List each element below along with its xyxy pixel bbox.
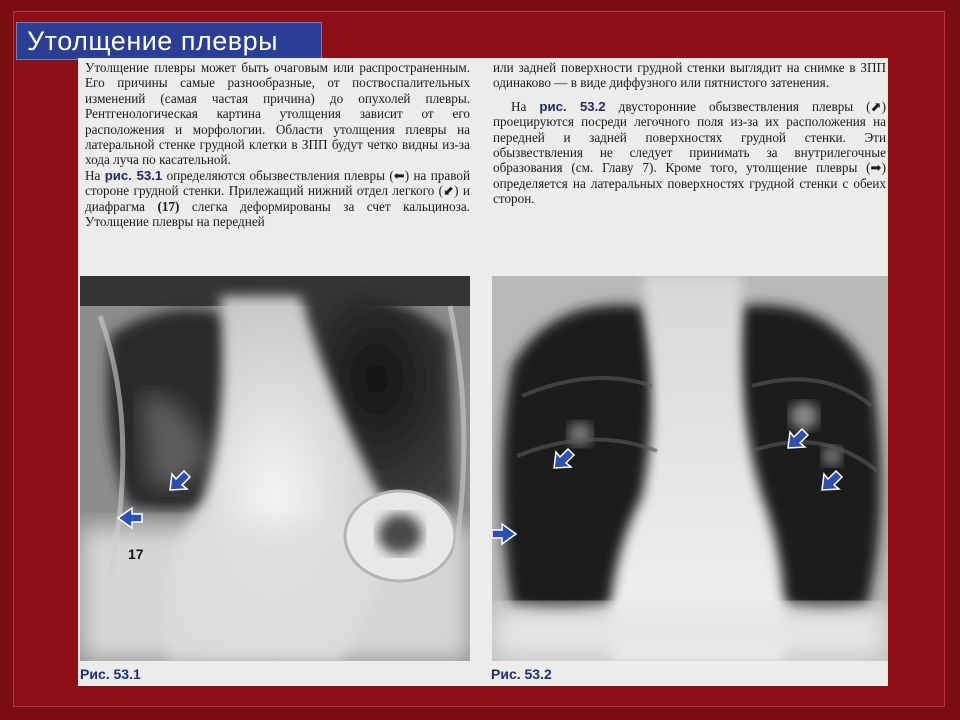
right-p2-start: На — [511, 98, 527, 114]
left-p2-middle: определяются обызвествления плевры (⬅) на правой стороне грудной стенки. Прилежащий нижний отдел легкого (⬋) и диафрагма — [85, 167, 471, 214]
left-paragraph-1: Утолщение плевры может быть очаговым или распространенным. Его причины самые разнообразные, от поствоспалительных изменений (самая частая причина) до опухолей плевры. Рентгенологическая картина утолщения зависит от его расположения и морфологии. Области утолщения плевры на латеральной стенке грудной клетки в ЗПП будут четко видны из-за хода луча по касательной. — [85, 60, 470, 168]
marker-ref-17: (17) — [157, 198, 180, 214]
left-paragraph-2 — [85, 168, 470, 230]
xray-image-53-1 — [80, 276, 470, 661]
left-p2-start: На — [85, 167, 101, 183]
slide-title: Утолщение плевры — [27, 26, 278, 56]
xray-image-53-2 — [492, 276, 888, 661]
slide-title-bar — [16, 22, 322, 60]
figure-caption-53-1: Рис. 53.1 — [80, 666, 141, 682]
fig-ref-53-1: рис. 53.1 — [104, 167, 163, 183]
right-text-column — [493, 60, 886, 275]
left-text-column — [85, 60, 470, 275]
diaphragm-marker: 17 — [128, 546, 144, 562]
left-p2-end: слегка деформированы за счет кальциноза. Утолщение плевры на передней — [85, 198, 470, 230]
right-paragraph-1: или задней поверхности грудной стенки выглядит на снимке в ЗПП одинаково — в виде диффузного или пятнистого затенения. — [493, 60, 886, 91]
right-p2-rest: двусторонние обызвествления плевры (⬈) проецируются посреди легочного поля из-за их расположения на передней и задней поверхностях грудной стенки. Эти обызвествления не следует принимать за внутрилегочные образования (см. Главу 7). Кроме того, утолщение плевры (➡) определяется на латеральных поверхностях грудной стенки с обеих сторон. — [493, 98, 887, 207]
right-paragraph-2 — [493, 99, 886, 207]
figure-caption-53-2: Рис. 53.2 — [491, 666, 552, 682]
fig-ref-53-2: рис. 53.2 — [539, 98, 606, 114]
